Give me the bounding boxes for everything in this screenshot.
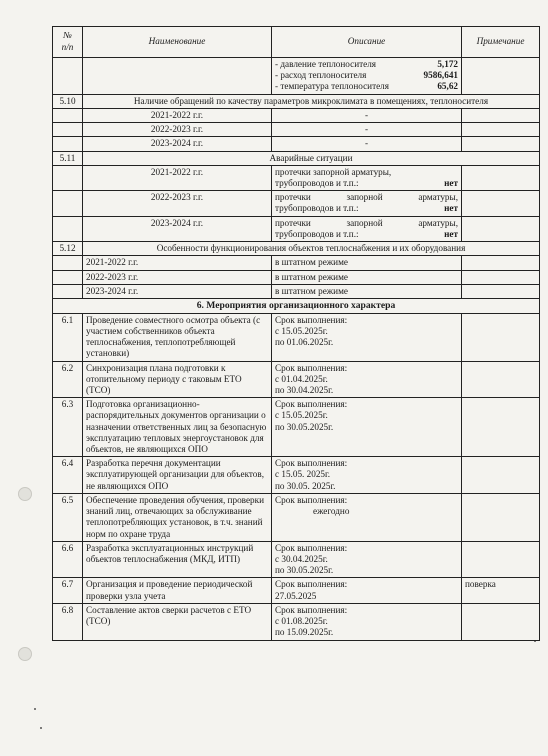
section-number: 5.10	[53, 94, 83, 108]
table-row: 2023-2024 г.г. в штатном режиме	[53, 284, 540, 298]
row-name: Составление актов сверки расчетов с ЕТО (ТСО)	[83, 603, 272, 640]
row-name: Проведение совместного осмотра объекта (с участием собственников объекта теплоснабжения, теплопотребляющей установки)	[83, 313, 272, 361]
row-note	[462, 313, 540, 361]
table-header	[53, 27, 540, 58]
table-row: 2021-2022 г.г. в штатном режиме	[53, 256, 540, 270]
col-desc-header: Описание	[272, 27, 462, 58]
table-row: 2023-2024 г.г. протечки запорной арматуры, трубопроводов и т.п.: нет	[53, 216, 540, 241]
table-row	[53, 541, 540, 578]
row-deadline: Срок выполнения: ежегодно	[272, 493, 462, 541]
table-row	[53, 313, 540, 361]
row-number: 6.8	[53, 603, 83, 640]
row-note	[462, 603, 540, 640]
section-title: Наличие обращений по качеству параметров микроклимата в помещениях, теплоносителя	[83, 94, 540, 108]
row-deadline: Срок выполнения: с 01.08.2025г. по 15.09.2025г.	[272, 603, 462, 640]
table-row: 2021-2022 г.г. -	[53, 108, 540, 122]
row-name: Обеспечение проведения обучения, проверки знаний лиц, отвечающих за обслуживание теплопотребляющих установок, в т.ч. знаний норм по охране труда	[83, 493, 272, 541]
table-row: 2022-2023 г.г. протечки запорной арматуры, трубопроводов и т.п.: нет	[53, 191, 540, 216]
row-note	[462, 541, 540, 578]
param-line: - температура теплоносителя 65,62	[275, 81, 458, 92]
table-row	[53, 398, 540, 457]
section-row	[53, 151, 540, 165]
row-deadline: Срок выполнения: с 15.05.2025г. по 01.06.2025г.	[272, 313, 462, 361]
measures-table	[52, 26, 540, 641]
row-deadline: Срок выполнения: 27.05.2025	[272, 578, 462, 603]
punch-hole	[18, 487, 32, 501]
row-note: поверка	[462, 578, 540, 603]
table-row	[53, 578, 540, 603]
table-row: 2021-2022 г.г. протечки запорной арматуры, трубопроводов и т.п.: нет	[53, 165, 540, 190]
row-deadline: Срок выполнения: с 15.05. 2025г. по 30.05. 2025г.	[272, 457, 462, 494]
row-note	[462, 493, 540, 541]
row-number: 6.2	[53, 361, 83, 398]
row-number: 6.3	[53, 398, 83, 457]
section-row	[53, 94, 540, 108]
section-6-title: 6. Мероприятия организационного характера	[53, 298, 540, 313]
table-row: 2023-2024 г.г. -	[53, 137, 540, 151]
param-line: - расход теплоносителя 9586,641	[275, 70, 458, 81]
col-note-header: Примечание	[462, 27, 540, 58]
section-row	[53, 242, 540, 256]
row-name: Разработка эксплуатационных инструкций объектов теплоснабжения (МКД, ИТП)	[83, 541, 272, 578]
row-number: 6.1	[53, 313, 83, 361]
table-row: 2022-2023 г.г. в штатном режиме	[53, 270, 540, 284]
row-number: 6.4	[53, 457, 83, 494]
row-number: 6.6	[53, 541, 83, 578]
row-number: 6.7	[53, 578, 83, 603]
table-row	[53, 58, 540, 95]
section-number: 5.12	[53, 242, 83, 256]
row-name: Разработка перечня документации эксплуатирующей организации для объектов, не являющихся ОПО	[83, 457, 272, 494]
row-note	[462, 398, 540, 457]
row-name: Организация и проведение периодической проверки узла учета	[83, 578, 272, 603]
section-number: 5.11	[53, 151, 83, 165]
section-title: Аварийные ситуации	[83, 151, 540, 165]
row-number: 6.5	[53, 493, 83, 541]
row-note	[462, 361, 540, 398]
scan-speck	[34, 708, 36, 710]
punch-hole	[18, 647, 32, 661]
row-note	[462, 457, 540, 494]
row-deadline: Срок выполнения: с 01.04.2025г. по 30.04.2025г.	[272, 361, 462, 398]
param-line: - давление теплоносителя 5,172	[275, 59, 458, 69]
col-name-header: Наименование	[83, 27, 272, 58]
row-name: Синхронизация плана подготовки к отопительному периоду с таковым ЕТО (ТСО)	[83, 361, 272, 398]
table-row	[53, 493, 540, 541]
row-deadline: Срок выполнения: с 30.04.2025г. по 30.05.2025г.	[272, 541, 462, 578]
table-row	[53, 457, 540, 494]
table-row: 2022-2023 г.г. -	[53, 123, 540, 137]
row-name: Подготовка организационно-распорядительных документов организации о назначении ответственных лиц за безопасную эксплуатацию тепловых энергоустановок для объектов, не являющихся ОПО	[83, 398, 272, 457]
section-6-rows	[53, 313, 540, 640]
section-heading-row	[53, 298, 540, 313]
params-cell	[272, 58, 462, 95]
col-num-header: № п/п	[53, 27, 83, 58]
row-deadline: Срок выполнения: с 15.05.2025г. по 30.05.2025г.	[272, 398, 462, 457]
table-row	[53, 361, 540, 398]
section-title: Особенности функционирования объектов теплоснабжения и их оборудования	[83, 242, 540, 256]
table-row	[53, 603, 540, 640]
scan-speck	[40, 727, 42, 729]
